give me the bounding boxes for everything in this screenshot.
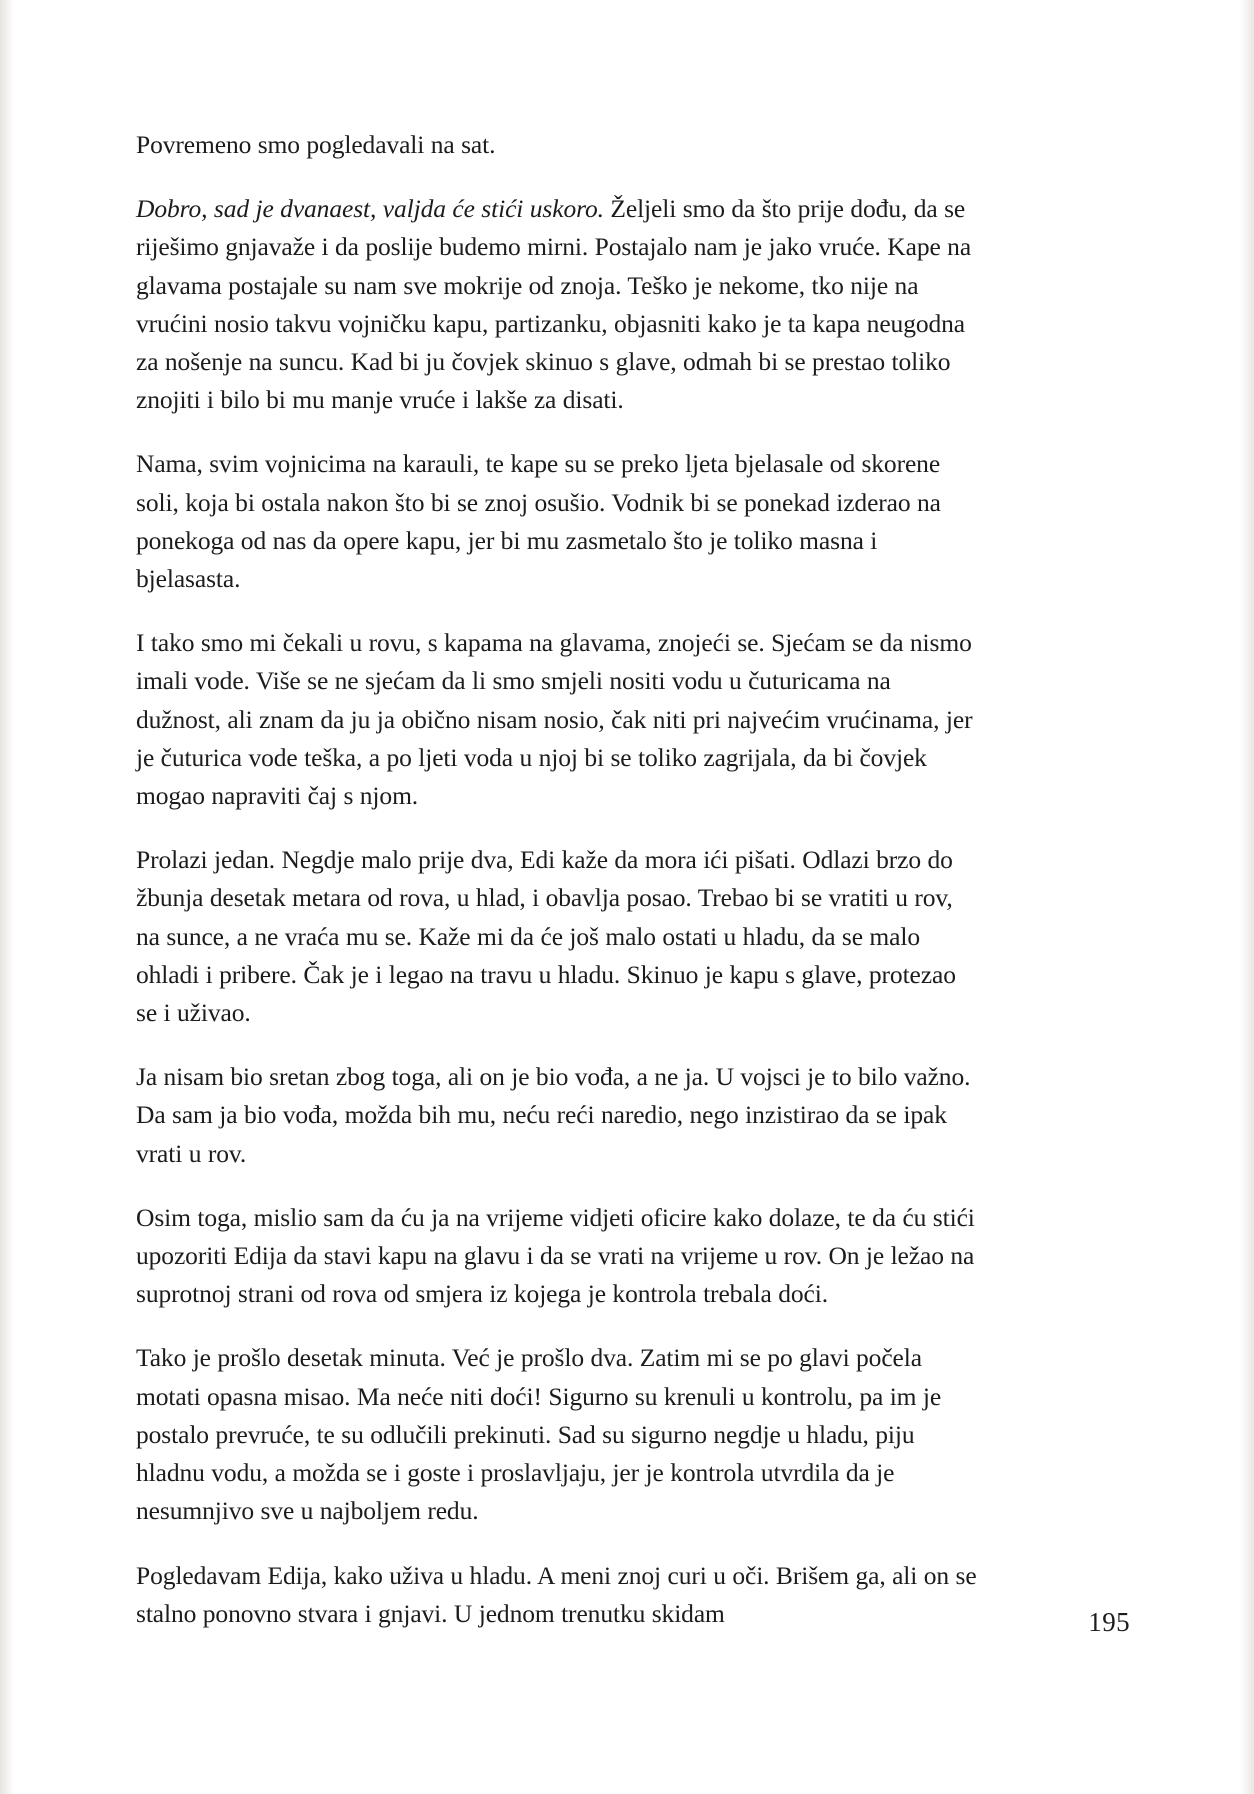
paragraph-text: Pogledavam Edija, kako uživa u hladu. A meni znoj curi u oči. Brišem ga, ali on se stalno ponovno stvara i gnjavi. U jednom trenutku skidam <box>136 1560 977 1628</box>
paragraph-text: Nama, svim vojnicima na karauli, te kape su se preko ljeta bjelasale od skorene soli, koja bi ostala nakon što bi se znoj osušio. Vodnik bi se ponekad izderao na ponekoga od nas da opere kapu, jer bi mu zasmetalo što je toliko masna i bjelasasta. <box>136 449 941 594</box>
paragraph <box>136 624 979 815</box>
paragraph <box>136 1058 979 1173</box>
paragraph <box>136 445 979 598</box>
paragraph-text: Tako je prošlo desetak minuta. Već je prošlo dva. Zatim mi se po glavi počela motati opasna misao. Ma neće niti doći! Sigurno su krenuli u kontrolu, pa im je postalo prevruće, te su odlučili prekinuti. Sad su sigurno negdje u hladu, piju hladnu vodu, a možda se i goste i proslavljaju, jer je kontrola utvrdila da je nesumnjivo sve u najboljem redu. <box>136 1343 942 1526</box>
paragraph-text: Željeli smo da što prije dođu, da se riješimo gnjavaže i da poslije budemo mirni. Postajalo nam je jako vruće. Kape na glavama postajale su nam sve mokrije od znoja. Teško je nekome, tko nije na vrućini nosio takvu vojničku kapu, partizanku, objasniti kako je ta kapa neugodna za nošenje na suncu. Kad bi ju čovjek skinuo s glave, odmah bi se prestao toliko znojiti i bilo bi mu manje vruće i lakše za disati. <box>136 194 972 415</box>
page-edge-left <box>0 0 14 1794</box>
paragraph-text: Povremeno smo pogledavali na sat. <box>136 130 496 159</box>
paragraph-italic-lead: Dobro, sad je dvanaest, valjda će stići uskoro. <box>136 194 604 224</box>
paragraph <box>136 126 979 164</box>
paragraph <box>136 1199 979 1314</box>
paragraph-text: Osim toga, mislio sam da ću ja na vrijeme vidjeti oficire kako dolaze, te da ću stići upozoriti Edija da stavi kapu na glavu i da se vrati na vrijeme u rov. On je ležao na suprotnoj strani od rova od smjera iz kojega je kontrola trebala doći. <box>136 1202 975 1309</box>
paragraph-text: I tako smo mi čekali u rovu, s kapama na glavama, znojeći se. Sjećam se da nismo imali vode. Više se ne sjećam da li smo smjeli nositi vodu u čuturicama na dužnost, ali znam da ju ja obično nisam nosio, čak niti pri najvećim vrućinama, jer je čuturica vode teška, a po ljeti voda u njoj bi se toliko zagrijala, da bi čovjek mogao napraviti čaj s njom. <box>136 628 973 811</box>
paragraph <box>136 841 979 1032</box>
paragraph-text: Ja nisam bio sretan zbog toga, ali on je bio vođa, a ne ja. U vojsci je to bilo važno. Da sam ja bio vođa, možda bih mu, neću reći naredio, nego inzistirao da se ipak vrati u rov. <box>136 1062 971 1168</box>
paragraph <box>136 1339 979 1530</box>
text-column <box>136 126 979 1633</box>
paragraph <box>136 190 979 419</box>
paragraph-text: Prolazi jedan. Negdje malo prije dva, Edi kaže da mora ići pišati. Odlazi brzo do žbunja desetak metara od rova, u hlad, i obavlja posao. Trebao bi se vratiti u rov, na sunce, a ne vraća mu se. Kaže mi da će još malo ostati u hladu, da se malo ohladi i pribere. Čak je i legao na travu u hladu. Skinuo je kapu s glave, protezao se i uživao. <box>136 845 956 1028</box>
page-number: 195 <box>1088 1607 1130 1637</box>
page-edge-right <box>1240 0 1254 1794</box>
paragraph <box>136 1557 979 1633</box>
